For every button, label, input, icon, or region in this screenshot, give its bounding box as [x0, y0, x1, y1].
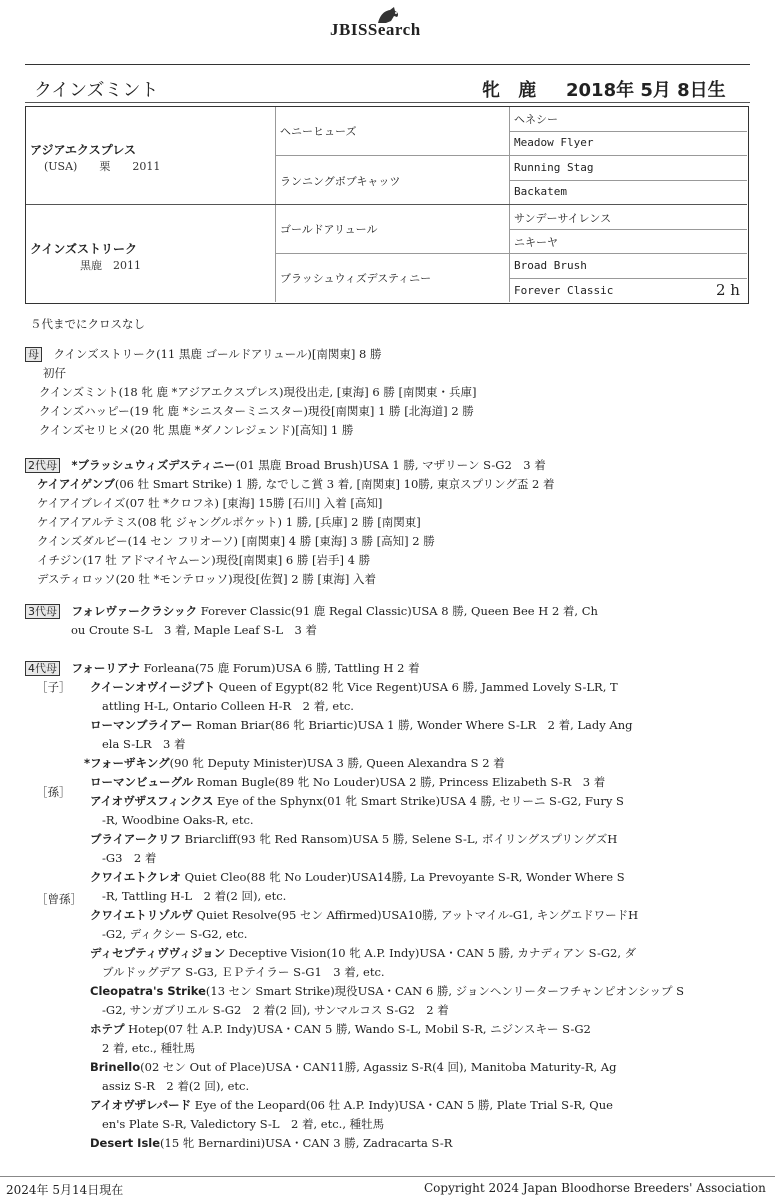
birth-date: 2018年 5月 8日生 [566, 80, 726, 101]
second-dam-offspring-1 [37, 475, 555, 494]
descendant-entry [90, 982, 684, 1001]
descendant-record: (13 セン Smart Strike)現役USA・CAN 6 勝, ジョンヘンリーターフチャンピオンシップ S [205, 984, 685, 998]
dam-cell [30, 240, 141, 273]
sire-sire[interactable]: ヘニーヒューズ [280, 125, 357, 138]
descendant-record: Deceptive Vision(10 牝 A.P. Indy)USA・CAN 5 勝, カナディアン S-G2, ダ [225, 946, 637, 960]
descendant-record: (90 牝 Deputy Minister)USA 3 勝, Queen Alexandra S 2 着 [169, 756, 505, 770]
pedigree-table [25, 106, 749, 304]
second-dam-line [25, 456, 555, 475]
descendant-record: (02 セン Out of Place)USA・CAN11勝, Agassiz S-R(4 回), Manitoba Maturity-R, Ag [140, 1060, 617, 1074]
descendant-name[interactable]: *フォーザキング [84, 756, 170, 770]
dam-info: 黒鹿 2011 [80, 259, 141, 272]
second-dam-record: (01 黒鹿 Broad Brush)USA 1 勝, マザリーン S-G2 3 着 [235, 458, 546, 472]
second-dam-offspring-2: ケイアイブレイズ(07 牡 *クロフネ) [東海] 15勝 [石川] 入着 [高知] [37, 496, 383, 510]
descendant-name[interactable]: ホテプ [90, 1022, 125, 1036]
descendant-entry [90, 792, 684, 811]
descendant-name[interactable]: ローマンビューグル [90, 775, 194, 789]
descendant-entry [90, 678, 684, 697]
second-dam-offspring-3: ケイアイアルテミス(08 牝 ジャングルポケット) 1 勝, [兵庫] 2 勝 [南関東] [37, 515, 421, 529]
descendant-name[interactable]: クワイエトリゾルヴ [90, 908, 193, 922]
pedigree-ggp-divider-4 [509, 278, 747, 279]
second-dam-offspring-4: クインズダルビー(14 セン フリオーソ) [南関東] 4 勝 [東海] 3 勝 [高知] 2 勝 [37, 534, 435, 548]
dam-offspring-1: クインズミント(18 牝 鹿 *アジアエクスプレス)現役出走, [東海] 6 勝 [南関東・兵庫] [39, 385, 477, 399]
second-dam-section [25, 456, 555, 589]
third-dam-line [25, 602, 598, 621]
dam-line [25, 345, 477, 364]
sire-info: (USA) 栗 2011 [44, 160, 161, 173]
descendant-record-cont: -R, Tattling H-L 2 着(2 回), etc. [102, 889, 287, 903]
sire-name[interactable]: アジアエクスプレス [30, 143, 136, 157]
pedigree-ggp-divider-1 [509, 131, 747, 132]
pedigree-gp-divider-1 [275, 155, 747, 156]
dam-offspring-3: クインズセリヒメ(20 牝 黒鹿 *ダノンレジェンド)[高知] 1 勝 [39, 423, 354, 437]
label-grandchild: ［孫］ [36, 785, 71, 799]
descendant-entry [84, 754, 684, 773]
descendant-name[interactable]: Cleopatra's Strike [90, 984, 206, 998]
fourth-dam-line [25, 659, 420, 678]
sire-dam[interactable]: ランニングボブキャッツ [280, 175, 401, 188]
sex-color: 牝 鹿 [482, 80, 543, 101]
pedigree-gp-divider-2 [275, 253, 747, 254]
pedigree-row-divider [26, 204, 747, 205]
dam-section [25, 345, 477, 440]
descendant-record: (15 牝 Bernardini)USA・CAN 3 勝, Zadracarta S-R [160, 1136, 453, 1150]
descendant-entry [90, 1096, 684, 1115]
third-dam-record-2: ou Croute S-L 3 着, Maple Leaf S-L 3 着 [71, 623, 317, 637]
descendant-entry [90, 906, 684, 925]
descendant-record: Briarcliff(93 牝 Red Ransom)USA 5 勝, Selene S-L, ボイリングスプリングズH [180, 832, 618, 846]
descendant-entry [90, 773, 684, 792]
cross-note: ５代までにクロスなし [30, 317, 145, 331]
descendant-record-cont: -G2, ディクシー S-G2, etc. [102, 927, 248, 941]
dam-sire[interactable]: ゴールドアリュール [280, 223, 378, 236]
ggp-sds[interactable]: Running Stag [514, 161, 594, 174]
offspring-name-bold[interactable]: ケイアイゲンブ [37, 477, 115, 491]
fourth-dam-tag: 4代母 [25, 661, 60, 676]
descendant-record: Roman Briar(86 牝 Briartic)USA 1 勝, Wonder Where S-LR 2 着, Lady Ang [192, 718, 633, 732]
dam-dam[interactable]: ブラッシュウィズデスティニー [280, 272, 432, 285]
footer-copyright: Copyright 2024 Japan Bloodhorse Breeders' Association [424, 1181, 766, 1195]
descendant-record-cont: -G2, サンガブリエル S-G2 2 着(2 回), サンマルコス S-G2 2 着 [102, 1003, 449, 1017]
descendant-record-cont: 2 着, etc., 種牡馬 [102, 1041, 196, 1055]
descendant-record: Hotep(07 牡 A.P. Indy)USA・CAN 5 勝, Wando S-L, Mobil S-R, ニジンスキー S-G2 [124, 1022, 591, 1036]
fourth-dam-section [25, 659, 420, 678]
descendant-record-cont: en's Plate S-R, Valedictory S-L 2 着, etc., 種牡馬 [102, 1117, 385, 1131]
descendant-name[interactable]: クイーンオヴイージプト [90, 680, 216, 694]
ggp-ssd[interactable]: Meadow Flyer [514, 136, 594, 149]
second-dam-offspring-5: イチジン(17 牡 アドマイヤムーン)現役[南関東] 6 勝 [岩手] 4 勝 [37, 553, 371, 567]
descendant-record-cont: attling H-L, Ontario Colleen H-R 2 着, etc. [102, 699, 354, 713]
descendant-name[interactable]: アイオヴザスフィンクス [90, 794, 214, 808]
pedigree-ggp-divider-3 [509, 229, 747, 230]
descendant-entry [90, 1134, 684, 1153]
title-divider [25, 102, 750, 103]
descendant-record: Roman Bugle(89 牝 No Louder)USA 2 勝, Princess Elizabeth S-R 3 着 [193, 775, 606, 789]
third-dam-record-1: Forever Classic(91 鹿 Regal Classic)USA 8 勝, Queen Bee H 2 着, Ch [197, 604, 598, 618]
dam-tag: 母 [25, 347, 42, 362]
descendant-record-cont: assiz S-R 2 着(2 回), etc. [102, 1079, 250, 1093]
label-child: ［子］ [36, 680, 71, 694]
descendant-name[interactable]: Desert Isle [90, 1136, 161, 1150]
descendant-entry [90, 1058, 684, 1077]
third-dam-name[interactable]: フォレヴァークラシック [71, 604, 198, 618]
descendant-list [84, 678, 685, 1153]
descendant-record-cont: ブルドッグデア S-G3, ＥＰテイラー S-G1 3 着, etc. [102, 965, 385, 979]
dam-offspring-2: クインズハッピー(19 牝 鹿 *シニスターミニスター)現役[南関東] 1 勝 [北海道] 2 勝 [39, 404, 474, 418]
descendant-name[interactable]: クワイエトクレオ [90, 870, 181, 884]
descendant-name[interactable]: ローマンブライアー [90, 718, 193, 732]
footer-divider [0, 1176, 775, 1177]
ggp-dsd[interactable]: ニキーヤ [514, 236, 558, 249]
inbreeding-note: 2 h [716, 281, 740, 299]
jbis-search-logo[interactable] [330, 20, 421, 40]
logo-search: Search [367, 20, 421, 39]
descendant-entry [90, 1020, 684, 1039]
third-dam-tag: 3代母 [25, 604, 60, 619]
descendant-record: Quiet Cleo(88 牝 No Louder)USA14勝, La Prevoyante S-R, Wonder Where S [180, 870, 625, 884]
first-foal-note: 初仔 [43, 366, 66, 380]
descendant-record: Queen of Egypt(82 牝 Vice Regent)USA 6 勝, Jammed Lovely S-LR, T [215, 680, 618, 694]
logo-jbis: JBIS [330, 20, 368, 39]
descendant-name[interactable]: ディセプティヴヴィジョン [90, 946, 226, 960]
descendant-entry [90, 868, 684, 887]
second-dam-tag: 2代母 [25, 458, 60, 473]
header-divider [25, 64, 750, 65]
dam-name[interactable]: クインズストリーク [30, 242, 138, 256]
descendant-name[interactable]: アイオヴザレパード [90, 1098, 192, 1112]
pedigree-ggp-divider-2 [509, 180, 747, 181]
fourth-dam-name[interactable]: フォーリアナ [71, 661, 140, 675]
horse-name: クインズミント [34, 80, 159, 101]
ggp-sss[interactable]: ヘネシー [514, 113, 558, 126]
sire-cell [30, 141, 160, 174]
descendant-record-cont: -R, Woodbine Oaks-R, etc. [102, 813, 254, 827]
descendant-name[interactable]: ブライアークリフ [90, 832, 181, 846]
ggp-sdd[interactable]: Backatem [514, 185, 567, 198]
descendant-record-cont: -G3 2 着 [102, 851, 157, 865]
label-great-grandchild: ［曾孫］ [36, 892, 82, 906]
second-dam-offspring-6: デスティロッソ(20 牡 *モンテロッソ)現役[佐賀] 2 勝 [東海] 入着 [37, 572, 376, 586]
footer-date: 2024年 5月14日現在 [6, 1183, 124, 1197]
dam-line-text: クインズストリーク(11 黒鹿 ゴールドアリュール)[南関東] 8 勝 [53, 347, 382, 361]
descendant-record: Eye of the Leopard(06 牡 A.P. Indy)USA・CAN 5 勝, Plate Trial S-R, Que [191, 1098, 613, 1112]
second-dam-name[interactable]: *ブラッシュウィズデスティニー [71, 458, 236, 472]
ggp-dds[interactable]: Broad Brush [514, 259, 587, 272]
descendant-record: Eye of the Sphynx(01 牝 Smart Strike)USA 4 勝, セリーニ S-G2, Fury S [213, 794, 624, 808]
ggp-ddd[interactable]: Forever Classic [514, 284, 614, 297]
ggp-dss[interactable]: サンデーサイレンス [514, 212, 612, 225]
descendant-entry [90, 944, 684, 963]
descendant-record: Quiet Resolve(95 セン Affirmed)USA10勝, アットマイル-G1, キングエドワードH [192, 908, 639, 922]
offspring-record: (06 牡 Smart Strike) 1 勝, なでしこ賞 3 着, [南関東] 10勝, 東京スプリング盃 2 着 [114, 477, 555, 491]
descendant-record-cont: ela S-LR 3 着 [102, 737, 186, 751]
descendant-entry [90, 716, 684, 735]
descendant-name[interactable]: Brinello [90, 1060, 141, 1074]
fourth-dam-record: Forleana(75 鹿 Forum)USA 6 勝, Tattling H 2 着 [139, 661, 420, 675]
third-dam-section [25, 602, 598, 640]
descendant-entry [90, 830, 684, 849]
